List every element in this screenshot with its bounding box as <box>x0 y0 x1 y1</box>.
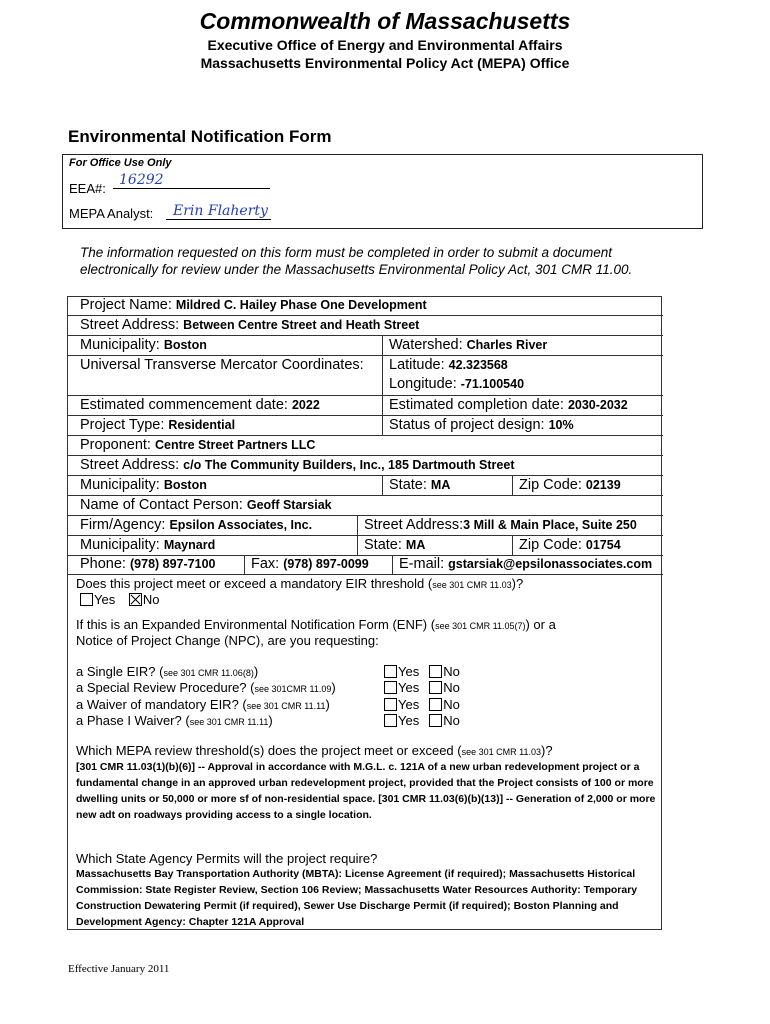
analyst-label: MEPA Analyst: <box>69 206 154 221</box>
form-title: Environmental Notification Form <box>68 127 332 146</box>
no-checkbox[interactable] <box>429 681 442 694</box>
phase-one-waiver-question: a Phase I Waiver? (see 301 CMR 11.11) <box>76 713 273 728</box>
intro-line-1: The information requested on this form must be completed in order to submit a document <box>80 245 613 260</box>
office-name: Executive Office of Energy and Environmental Affairs <box>207 37 563 53</box>
enf-question-line-1: If this is an Expanded Environmental Notification Form (ENF) (see 301 CMR 11.05(7)) or a <box>76 617 556 632</box>
eea-number[interactable]: 16292 <box>119 172 164 188</box>
permits-question: Which State Agency Permits will the project require? <box>76 851 378 866</box>
proponent-field: Proponent: Centre Street Partners LLC <box>80 437 316 453</box>
enf-question-line-2: Notice of Project Change (NPC), are you requesting: <box>76 633 379 648</box>
special-review-answer: Yes No <box>384 680 460 695</box>
firm-zip-field: Zip Code: 01754 <box>519 537 621 553</box>
analyst-name[interactable]: Erin Flaherty <box>173 203 268 219</box>
firm-field: Firm/Agency: Epsilon Associates, Inc. <box>80 517 313 533</box>
permits-answer: Massachusetts Bay Transportation Authority (MBTA): License Agreement (if required); Massachusetts Historical Commission: State Register Review, Section 106 Review; Massachusetts Water Resources Authority: Temporary Construction Dewatering Permit (if required), Sewer Use Discharge Permit (if required); Boston Planning and Development Agency: Chapter 121A Approval <box>76 868 638 928</box>
office-use-box <box>62 154 703 229</box>
completion-date-field: Estimated completion date: 2030-2032 <box>389 397 628 413</box>
yes-checkbox[interactable] <box>384 698 397 711</box>
no-checkbox[interactable] <box>429 698 442 711</box>
agency-name: Massachusetts Environmental Policy Act (MEPA) Office <box>200 55 570 71</box>
no-checkbox[interactable] <box>429 665 442 678</box>
eir-yes-checkbox[interactable] <box>80 593 93 606</box>
watershed-field: Watershed: Charles River <box>389 337 548 353</box>
project-name-field: Project Name: Mildred C. Hailey Phase One Development <box>80 297 427 313</box>
project-municipality-field: Municipality: Boston <box>80 337 207 353</box>
proponent-municipality-field: Municipality: Boston <box>80 477 207 493</box>
footer-effective-date: Effective January 2011 <box>68 963 170 975</box>
fax-field: Fax: (978) 897-0099 <box>251 556 369 572</box>
eea-label: EEA#: <box>69 181 106 196</box>
waiver-eir-answer: Yes No <box>384 697 460 712</box>
project-street-field: Street Address: Between Centre Street and Heath Street <box>80 317 420 333</box>
intro-line-2: electronically for review under the Massachusetts Environmental Policy Act, 301 CMR 11.00. <box>80 262 633 277</box>
firm-street-field: Street Address:3 Mill & Main Place, Suite 250 <box>364 517 637 533</box>
firm-municipality-field: Municipality: Maynard <box>80 537 216 553</box>
proponent-street-field: Street Address: c/o The Community Builders, Inc., 185 Dartmouth Street <box>80 457 515 473</box>
longitude-field: Longitude: -71.100540 <box>389 376 525 392</box>
yes-checkbox[interactable] <box>384 681 397 694</box>
eir-no-checkbox[interactable] <box>129 593 142 606</box>
threshold-answer: [301 CMR 11.03(1)(b)(6)] -- Approval in accordance with M.G.L. c. 121A of a new urban redevelopment project or a fundamental change in an approved urban redevelopment project, provided that the Project consists of 100 or more dwelling units or 50,000 or more sf of non-residential space. [301 CMR 11.03(6)(b)(13)] -- Generation of 2,000 or more new adt on roadways providing access to a single location. <box>76 761 656 821</box>
document-title: Commonwealth of Massachusetts <box>199 8 571 34</box>
office-use-heading: For Office Use Only <box>69 157 172 169</box>
email-field: E-mail: gstarsiak@epsilonassociates.com <box>399 556 653 572</box>
latitude-field: Latitude: 42.323568 <box>389 357 508 373</box>
project-info-table <box>67 296 662 930</box>
yes-checkbox[interactable] <box>384 714 397 727</box>
utm-label: Universal Transverse Mercator Coordinates: <box>80 357 364 373</box>
waiver-eir-question: a Waiver of mandatory EIR? (see 301 CMR 11.11) <box>76 697 330 712</box>
yes-checkbox[interactable] <box>384 665 397 678</box>
no-checkbox[interactable] <box>429 714 442 727</box>
commencement-date-field: Estimated commencement date: 2022 <box>80 397 320 413</box>
threshold-question: Which MEPA review threshold(s) does the project meet or exceed (see 301 CMR 11.03)? <box>76 743 553 758</box>
special-review-question: a Special Review Procedure? (see 301CMR 11.09) <box>76 680 336 695</box>
proponent-state-field: State: MA <box>389 477 451 493</box>
design-status-field: Status of project design: 10% <box>389 417 574 433</box>
single-eir-answer: Yes No <box>384 664 460 679</box>
phase-one-waiver-answer: Yes No <box>384 713 460 728</box>
single-eir-question: a Single EIR? (see 301 CMR 11.06(8)) <box>76 664 259 679</box>
proponent-zip-field: Zip Code: 02139 <box>519 477 621 493</box>
eir-threshold-answer: Yes No <box>80 592 159 607</box>
eir-threshold-question: Does this project meet or exceed a mandatory EIR threshold (see 301 CMR 11.03)? <box>76 576 524 591</box>
firm-state-field: State: MA <box>364 537 426 553</box>
project-type-field: Project Type: Residential <box>80 417 236 433</box>
phone-field: Phone: (978) 897-7100 <box>80 556 216 572</box>
contact-person-field: Name of Contact Person: Geoff Starsiak <box>80 497 332 513</box>
